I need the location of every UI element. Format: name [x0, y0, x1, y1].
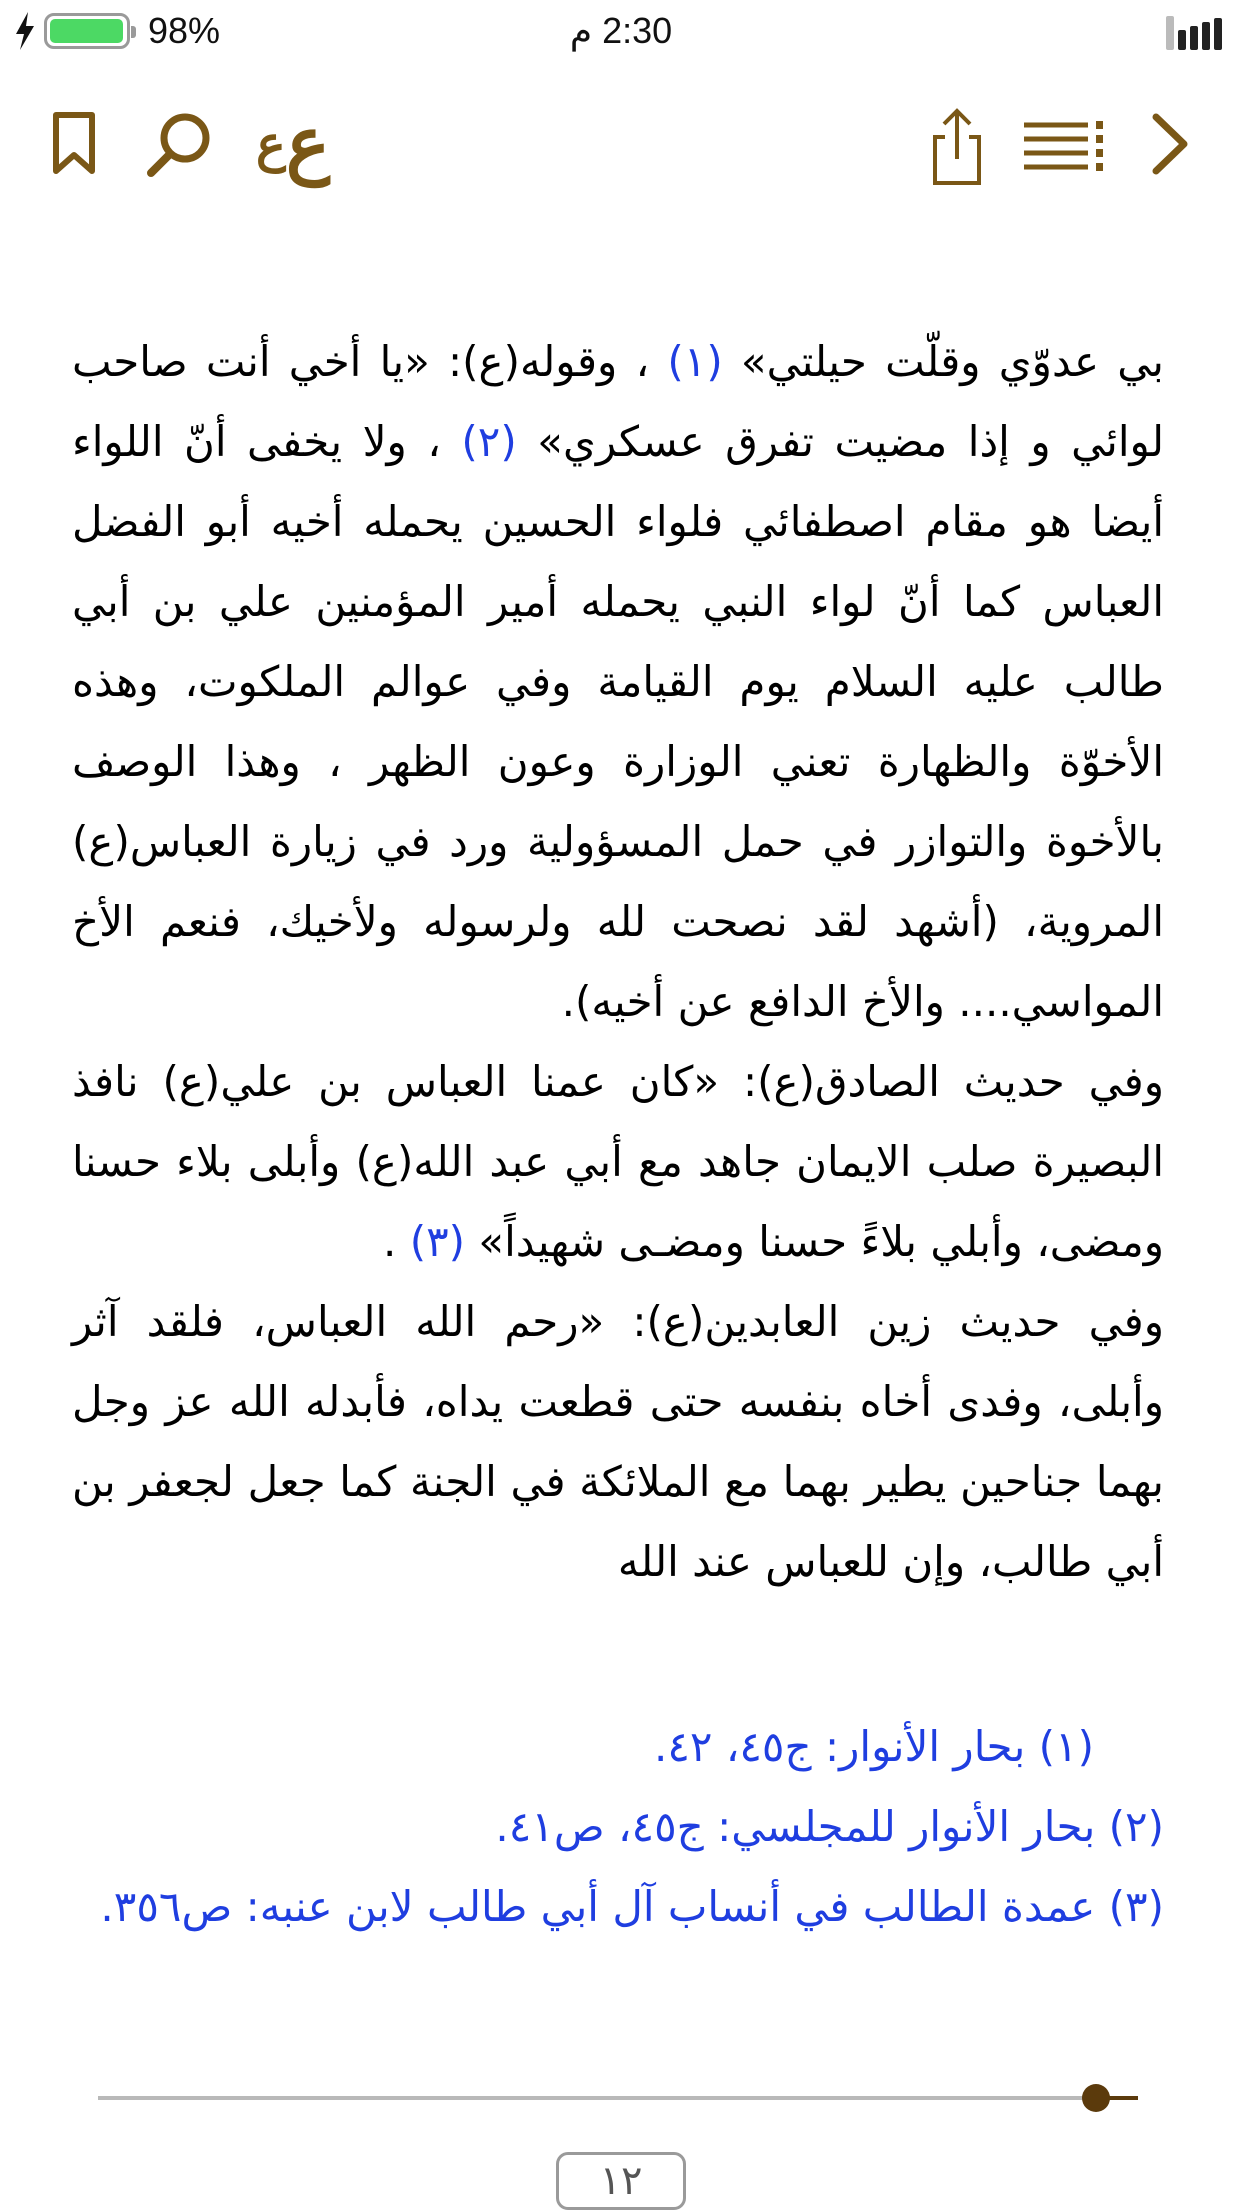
footnote-ref-2[interactable]: (٢): [461, 417, 517, 466]
page-number-indicator[interactable]: ١٢: [556, 2152, 686, 2210]
table-of-contents-icon: [1020, 119, 1106, 175]
page-slider-track[interactable]: [98, 2096, 1138, 2100]
share-button[interactable]: [922, 104, 992, 190]
search-button[interactable]: [140, 104, 220, 184]
chevron-forward-button[interactable]: [1140, 104, 1200, 184]
paragraph-1: [72, 322, 1164, 1042]
footnote-ref-3[interactable]: (٣): [409, 1217, 466, 1266]
paragraph-2: [72, 1042, 1164, 1282]
reader-toolbar: [0, 64, 1242, 244]
font-toggle-small-label: ع: [256, 114, 286, 173]
paragraph-1-part-b: ، وقوله(ع): «يا أخي أنت صاحب لوائي و إذا مضيت تفرق عسكري»: [72, 337, 1164, 466]
paragraph-2-part-a: وفي حديث الصادق(ع): «كان عمنا العباس بن علي(ع) نافذ البصيرة صلب الايمان جاهد مع أبي عبد الله(ع) وأبلى بلاء حسنا ومضى، وأبلي بلاءً حسنا ومضـى شهيداً»: [72, 1057, 1164, 1266]
footnote-ref-1[interactable]: (١): [667, 337, 723, 386]
font-toggle-icon[interactable]: [238, 100, 348, 188]
page-slider-thumb[interactable]: [1082, 2084, 1110, 2112]
footnote-1: (١) بحار الأنوار: ج٤٥، ٤٢.: [653, 1722, 1094, 1771]
footnote-3: (٣) عمدة الطالب في أنساب آل أبي طالب لابن عنبه: ص٣٥٦.: [100, 1882, 1164, 1931]
page-slider-progress: [1108, 2096, 1138, 2100]
footnote-2: (٢) بحار الأنوار للمجلسي: ج٤٥، ص٤١.: [495, 1802, 1164, 1851]
bookmark-button[interactable]: [44, 104, 104, 184]
font-toggle-label: ع: [285, 101, 330, 187]
bookmark-icon: [51, 111, 97, 177]
table-of-contents-button[interactable]: [1018, 112, 1108, 182]
signal-strength-icon: [1166, 16, 1222, 50]
status-bar: [0, 0, 1242, 64]
chevron-forward-icon: [1148, 111, 1192, 177]
status-time: 2:30 م: [569, 10, 673, 51]
battery-percent: 98%: [148, 10, 221, 51]
footnotes: [72, 1707, 1164, 1947]
paragraph-2-part-b: .: [382, 1217, 410, 1266]
book-page-text: [72, 322, 1164, 1602]
paragraph-3: وفي حديث زين العابدين(ع): «رحم الله العباس، فلقد آثر وأبلى، وفدى أخاه بنفسه حتى قطعت يداه، فأبدله الله عز وجل بهما جناحين يطير بهما مع الملائكة في الجنة كما جعل لجعفر بن أبي طالب، وإن للعباس عند الله: [72, 1297, 1164, 1586]
search-icon: [145, 110, 215, 178]
share-icon: [927, 107, 987, 187]
paragraph-1-part-c: ، ولا يخفى أنّ اللواء أيضا هو مقام اصطفائي فلواء الحسين يحمله أخيه أبو الفضل العباس كما أنّ لواء النبي يحمله أمير المؤمنين علي بن أبي طالب عليه السلام يوم القيامة وفي عوالم الملكوت، وهذه الأخوّة والظهارة تعني الوزارة وعون الظهر ، وهذا الوصف بالأخوة والتوازر في حمل المسؤولية ورد في زيارة العباس(ع) المروية، (أشهد لقد نصحت لله ولرسوله ولأخيك، فنعم الأخ المواسي.... والأخ الدافع عن أخيه).: [72, 417, 1164, 1026]
paragraph-1-part-a: بي عدوّي وقلّت حيلتي»: [722, 337, 1164, 386]
